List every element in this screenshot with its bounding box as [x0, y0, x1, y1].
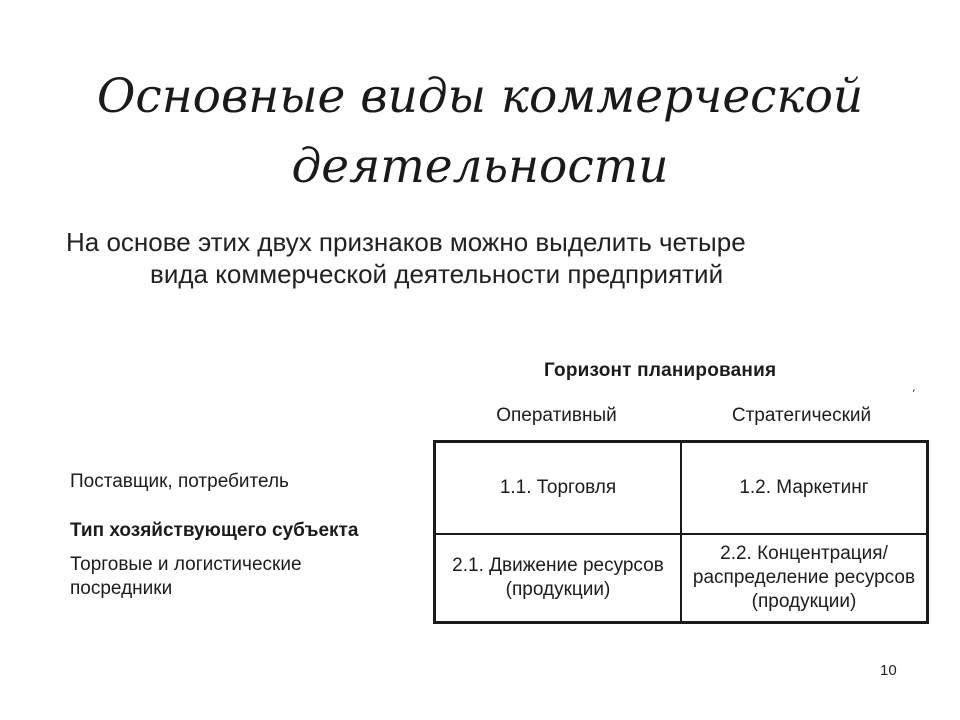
column-header-strategic: Стратегический [731, 405, 872, 426]
column-header-operational: Оперативный [496, 405, 617, 426]
cell-trade: 1.1. Торговля [499, 477, 617, 498]
subtitle-line-1: На основе этих двух признаков можно выделить четыре [66, 227, 746, 257]
horizon-axis-title: Горизонт планирования [544, 360, 777, 381]
row-label-supplier-consumer: Поставщик, потребитель [70, 471, 289, 492]
cell-concentration-distribution: 2.2. Концентрация/ распределение ресурсов (продукции) [692, 543, 916, 612]
cell-marketing: 1.2. Маркетинг [739, 477, 869, 498]
slide-subtitle [66, 226, 926, 290]
stray-tick-mark: ˏ [908, 375, 917, 393]
cell-resource-movement: 2.1. Движение ресурсов (продукции) [452, 555, 664, 600]
row-label-intermediaries: Торговые и логистические посредники [70, 554, 302, 599]
subtitle-line-2: вида коммерческой деятельности предприятий [150, 259, 724, 289]
page-number: 10 [880, 662, 897, 679]
matrix-grid [433, 440, 929, 624]
slide-title: Основные виды коммерческой деятельности [96, 69, 864, 194]
row-axis-title: Тип хозяйствующего субъекта [70, 520, 359, 541]
